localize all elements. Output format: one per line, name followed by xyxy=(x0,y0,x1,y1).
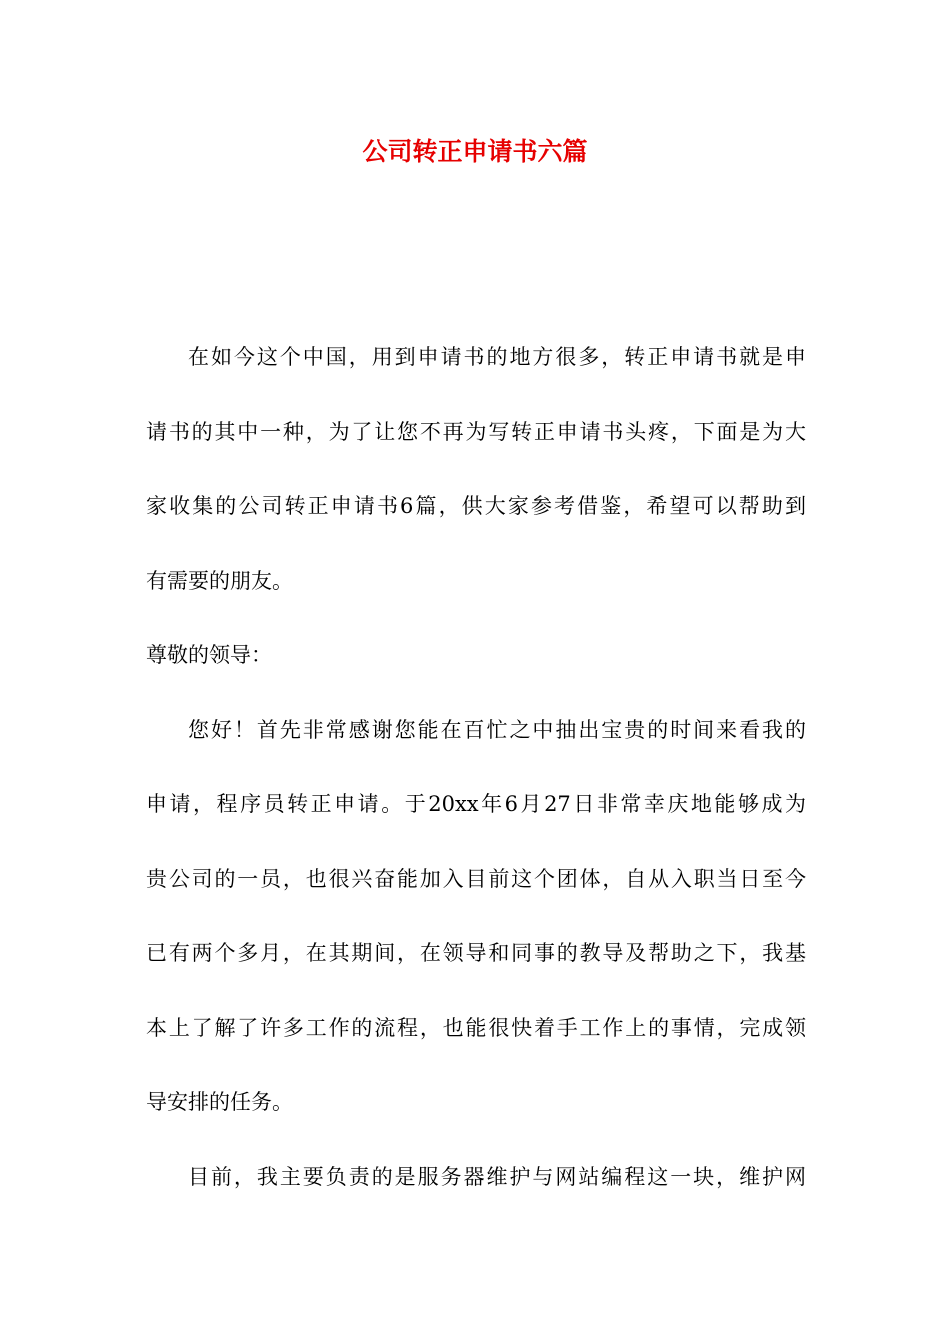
paragraph-line: 在如今这个中国，用到申请书的地方很多，转正申请书就是申 xyxy=(188,345,806,369)
paragraph xyxy=(146,320,806,618)
document-title: 公司转正申请书六篇 xyxy=(362,137,588,166)
paragraph xyxy=(146,693,806,1140)
paragraph xyxy=(146,618,806,693)
paragraph-line: 目前，我主要负责的是服务器维护与网站编程这一块，维护网 xyxy=(188,1164,806,1189)
paragraph-line: 请书的其中一种，为了让您不再为写转正申请书头疼，下面是为大 xyxy=(146,419,806,444)
paragraph-line: 有需要的朋友。 xyxy=(146,568,293,593)
paragraph-line: 导安排的任务。 xyxy=(146,1090,293,1114)
paragraph-line: 尊敬的领导： xyxy=(146,643,272,667)
paragraph-line: 您好！首先非常感谢您能在百忙之中抽出宝贵的时间来看我的 xyxy=(188,717,806,742)
document-body xyxy=(146,320,806,1214)
paragraph-line: 申请，程序员转正申请。于20xx年6月27日非常幸庆地能够成为 xyxy=(146,792,806,816)
paragraph-line: 家收集的公司转正申请书6篇，供大家参考借鉴，希望可以帮助到 xyxy=(146,494,806,518)
paragraph-line: 已有两个多月，在其期间，在领导和同事的教导及帮助之下，我基 xyxy=(146,941,806,965)
paragraph xyxy=(146,1140,806,1215)
paragraph-line: 贵公司的一员，也很兴奋能加入目前这个团体，自从入职当日至今 xyxy=(146,866,806,891)
paragraph-line: 本上了解了许多工作的流程，也能很快着手工作上的事情，完成领 xyxy=(146,1015,806,1040)
